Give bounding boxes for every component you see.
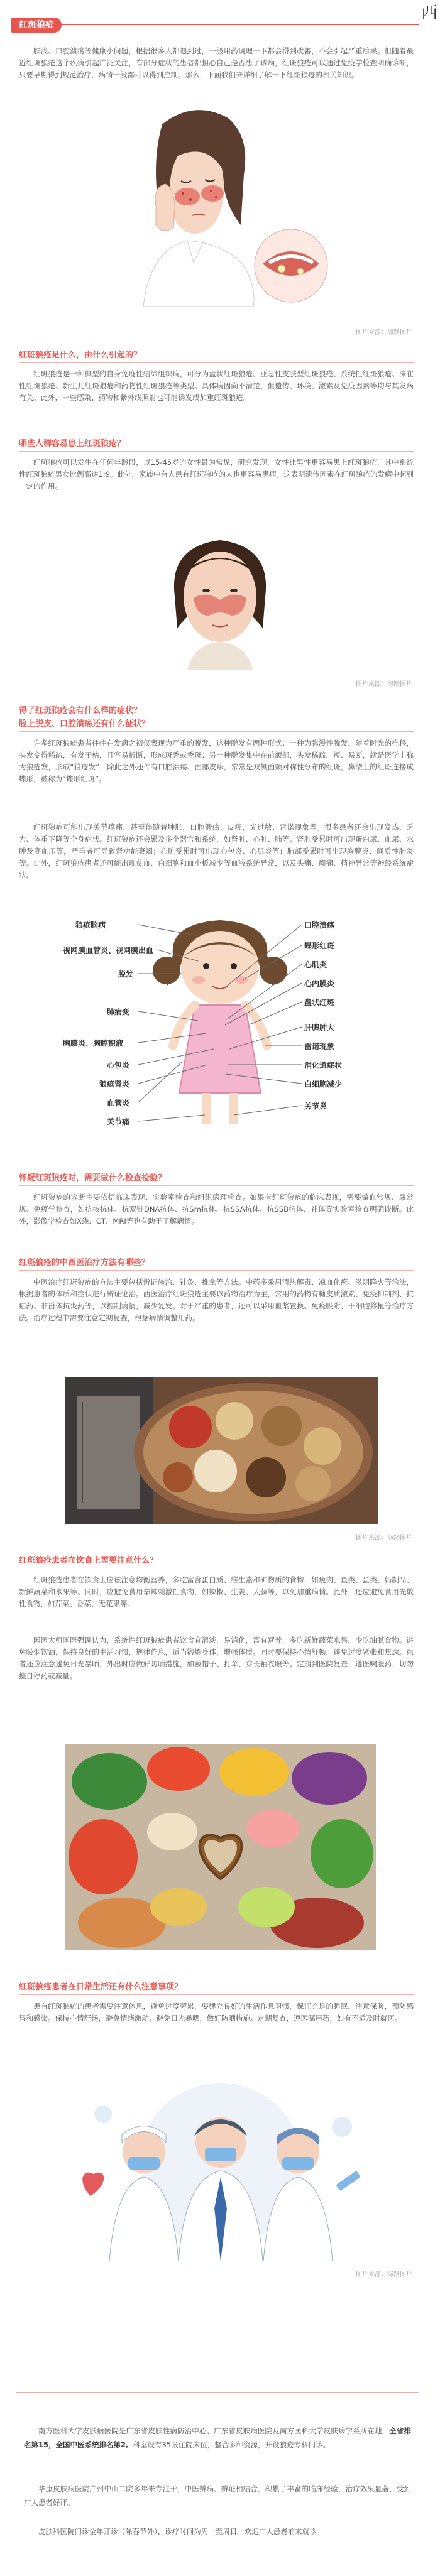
- header-rule: [11, 24, 419, 25]
- hospital-hours: 皮肤科医院门诊全年开诊（除春节外），诊疗时间为周一至周日。欢迎广大患者前来就诊。: [38, 2527, 324, 2536]
- heading-rule: [19, 1185, 414, 1186]
- section-text: 红斑狼疮患者在饮食上应该注意均衡营养，多吃富含蛋白质、维生素和矿物质的食物，如瘦肉、鱼类、蛋类、奶制品、新鲜蔬菜和水果等。同时，应避免食用辛辣刺激性食物，如辣椒、生姜、大蒜等，以免加重病情。此外，还应避免食用光敏性食物，如芹菜、香菜、无花果等。: [19, 1575, 414, 1608]
- image-caption: 图片来源：海路图片: [356, 2271, 412, 2278]
- section-text: 许多红斑狼疮患者往往在发病之初仅表现为严重的脱发，这种脱发有两种形式：一种为弥漫性脱发，随着时光的推移，头发变得稀疏，有发干枯，且容易折断，形成斑秃或秃斑；另一种脱发集中在前额部，头发稀疏，短、易断，就是医学上称为狼疮发，形成“狼疮发”，除此之外还伴有口腔溃疡、面部皮疹，常常是双侧面颊对称性分布的红斑，鼻梁上的红斑连接成蝶形，被称为“蝶形红斑”。: [19, 739, 414, 783]
- image-herbs: [65, 1377, 378, 1524]
- image-healthy-food: [65, 1744, 376, 1950]
- section-text: 国医大师国医强调认为，系统性红斑狼疮患者饮食宜清淡，易消化，富有营养，多吃新鲜蔬菜水果，少吃油腻食物。避免吸烟饮酒，保持良好的生活习惯，规律作息，适当锻炼身体，增强体质。同时要保持心情舒畅，避免过度紧张和焦虑。患者还应注意避免日光暴晒，外出时应做好防晒措施，如戴帽子、打伞、穿长袖衣服等。定期到医院复查，遵医嘱服药，切勿擅自停药或减量。: [19, 1636, 414, 1680]
- hospital-intro-text: 南方医科大学皮肤病医院是广东省皮肤性病防治中心、广东省皮肤病医院及南方医科大学皮肤病学系所在地，: [38, 2427, 390, 2435]
- section-tab: 红斑狼疮: [11, 18, 62, 33]
- image-caption: 图片来源：海路图片: [356, 681, 412, 688]
- section-text: 红斑狼疮的诊断主要依据临床表现、实验室检查和组织病理检查。如果有红斑狼疮的临床表现，需要做血常规、尿常规、免疫学检查，如抗核抗体、抗双链DNA抗体、抗Sm抗体、抗SSA抗体、抗SSB抗体、补体等实验室检查明确诊断。此外，影像学检查如X线、CT、MRI等也有助于了解病情。: [19, 1193, 414, 1226]
- corner-text: 西: [421, 4, 437, 23]
- question-heading: 得了红斑狼疮会有什么样的症状？: [19, 706, 142, 715]
- symptom-label-left: 视网膜血管炎、视网膜出血: [63, 946, 154, 955]
- question-heading: 怀疑红斑狼疮时，需要做什么检查检验？: [19, 1173, 167, 1183]
- section-text: 红斑狼疮可能出现关节疼痛，甚至伴随着肿胀，口腔溃疡、皮疹，光过敏、雷诺现象等。很多患者还会出现发热、乏力、体重下降等全身症状。红斑狼疮还会累及多个器官和系统，如肾脏、心脏、肺等。肾脏受累时可出现蛋白尿、血尿、水肿及高血压等，严重者可导致肾功能衰竭；心脏受累时可出现心包炎、心肌炎等；肺部受累时可出现胸膜炎、间质性肺炎等。此外，红斑狼疮患者还可能出现贫血、白细胞和血小板减少等血液系统异常，以及头痛、癫痫、精神异常等神经系统症状。: [19, 823, 414, 879]
- symptom-label-left: 血管炎: [107, 1099, 130, 1107]
- question-subheading: 脸上脱皮、口腔溃疡还有什么征状？: [19, 719, 150, 729]
- symptom-label-left: 脱发: [118, 970, 134, 979]
- symptom-label-right: 关节炎: [304, 1102, 327, 1111]
- heading-rule: [19, 1994, 414, 1995]
- question-heading: 哪些人群容易患上红斑狼疮？: [19, 439, 126, 448]
- symptom-label-right: 口腔溃疡: [304, 921, 335, 930]
- symptom-label-right: 消化道症状: [304, 1061, 343, 1070]
- heading-rule: [19, 731, 414, 732]
- question-heading: 红斑狼疮患者在日常生活还有什么注意事项？: [19, 1982, 183, 1992]
- hospital-ranking: 全省排名第15，全国中医系统排名第2。: [24, 2427, 411, 2449]
- section-text: 中医治疗红斑狼疮的方法主要包括辨证施治、针灸、推拿等方法。中药多采用清热解毒、凉血化瘀、滋阴降火等治法，根据患者的体质和症状进行辨证论治。西医治疗红斑狼疮主要以药物治疗为主，常用的药物有糖皮质激素、免疫抑制剂、抗疟药、非甾体抗炎药等，以控制病情，减少复发。对于严重的患者，还可以采用血浆置换、免疫吸附、干细胞移植等治疗方法。治疗过程中需要注意定期复查，根据病情调整用药。: [19, 1278, 414, 1322]
- symptom-label-left: 胸膜炎、胸腔积液: [63, 1039, 124, 1048]
- symptom-label-right: 心肌炎: [304, 960, 327, 969]
- symptom-label-right: 雷诺现象: [304, 1042, 335, 1051]
- image-caption: 图片来源：海路图片: [356, 1535, 412, 1541]
- image-medical-staff: [65, 2083, 376, 2261]
- heading-rule: [19, 1270, 414, 1271]
- symptom-label-left: 关节痛: [107, 1117, 130, 1126]
- hospital-info: [16, 2392, 419, 2575]
- image-caption: 图片来源：海路图片: [356, 329, 412, 336]
- heading-rule: [19, 451, 414, 452]
- symptom-label-left: 肺病变: [107, 1008, 130, 1016]
- image-facial-rash: [93, 99, 344, 319]
- symptom-label-left: 狼疮肾炎: [99, 1080, 130, 1089]
- symptom-label-right: 盘状红斑: [304, 998, 335, 1007]
- section-text: 红斑狼疮是一种典型的自身免疫性结缔组织病，可分为盘状红斑狼疮、亚急性皮肤型红斑狼疮、系统性红斑狼疮、深在性红斑狼疮、新生儿红斑狼疮和药物性红斑狼疮等类型。具体病因尚不清楚，但遗传、环境、激素及免疫因素等均与其发病有关。此外，一些感染、药物和紫外线照射也可能诱发或加重红斑狼疮。: [19, 369, 414, 402]
- section-text: 红斑狼疮可以发生在任何年龄段，以15-45岁的女性最为常见，研究发现，女性比男性更容易患上红斑狼疮，其中系统性红斑狼疮男女比例高达1:9。此外，家族中有人患有红斑狼疮的人也更容易患病。这表明遗传因素在红斑狼疮的发病中起到一定的作用。: [19, 458, 414, 491]
- intro-text: 肤浅、口腔溃疡等健康小问题，根据很多人都遇到过，一般用药调理一下都会得到改善，不会引起严重后果。但随着最近红斑狼疮这个疾病引起广泛关注，有部分症状的患者都担心自己是否患了该病，红斑狼疮可以通过免疫学检查明确诊断，只要早期得到规范治疗，病情一般都可以得到控制。那么，下面我们来详细了解一下红斑狼疮的相关知识。: [19, 46, 414, 79]
- hospital-specialty: 华康皮肤病医院广州中山二院多年来专注于，中医辨病、辨证相结合，积累了丰富的临床经验，治疗效果显著，受到广大患者好评。: [24, 2484, 411, 2507]
- symptom-label-right: 白细胞减少: [304, 1080, 343, 1089]
- symptom-label-right: 心内膜炎: [304, 979, 335, 988]
- symptom-label-right: 蝶形红斑: [304, 942, 335, 950]
- symptom-diagram: [63, 911, 377, 1137]
- heading-rule: [19, 362, 414, 363]
- hospital-intro-text-2: 科室设有35张住院床位，整合多种资源，开设狼疮专科门诊。: [133, 2440, 331, 2449]
- section-text: 患有红斑狼疮的患者需要注意休息，避免过度劳累，要建立良好的生活作息习惯，保证充足的睡眠。注意保暖，预防感冒和感染。保持心情舒畅，避免情绪激动。避免日光暴晒，做好防晒措施。定期复查，遵医嘱用药，如有不适及时就医。: [19, 2002, 414, 2023]
- question-heading: 红斑狼疮的中西医治疗方法有哪些？: [19, 1258, 150, 1268]
- symptom-label-right: 肝脾肿大: [304, 1023, 335, 1032]
- question-heading: 红斑狼疮是什么，由什么引起的？: [19, 351, 142, 360]
- symptom-label-left: 狼疮脑病: [75, 921, 106, 930]
- question-heading: 红斑狼疮患者在饮食上需要注意什么？: [19, 1556, 158, 1565]
- image-butterfly-rash: [150, 528, 290, 670]
- symptom-label-left: 心包炎: [107, 1061, 130, 1070]
- hospital-intro: [24, 2424, 411, 2452]
